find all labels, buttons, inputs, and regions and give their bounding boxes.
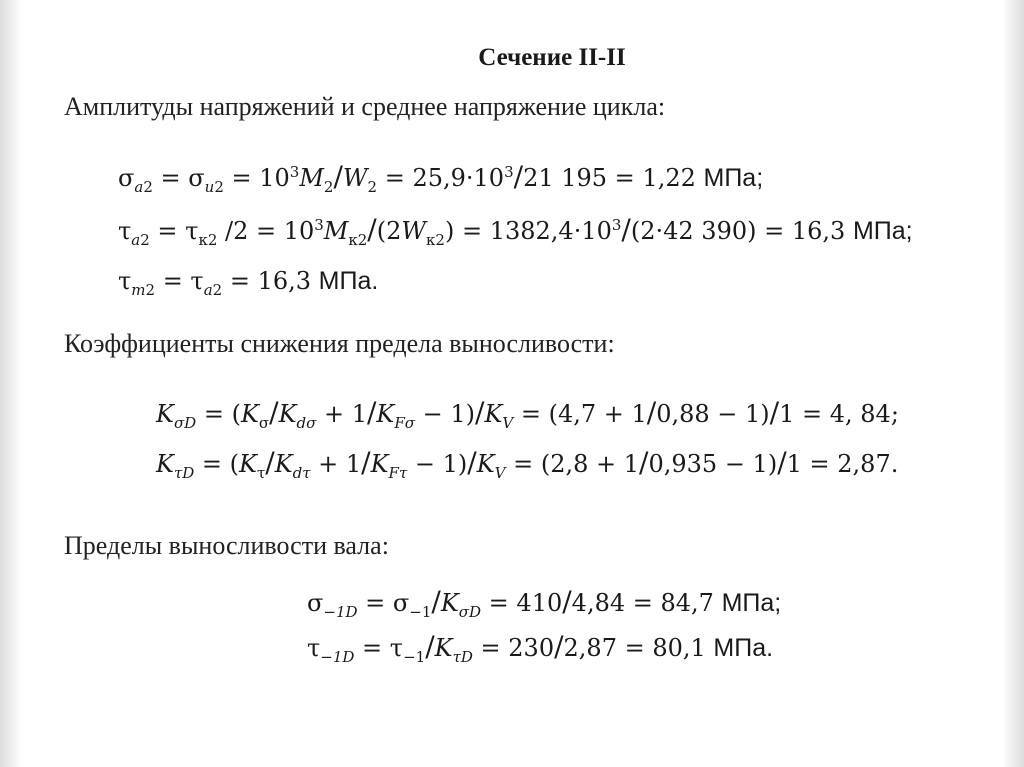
sigma-a2-numerator: 25,9 [412, 164, 466, 192]
tau-a2-numerator: 1382,4 [489, 217, 574, 245]
heading-amplitudes: Амплитуды напряжений и среднее напряжение цикла: [64, 92, 666, 121]
k-sigma-d-a: 4,7 [557, 400, 597, 428]
k-sigma-d-result: 4, 84; [829, 400, 899, 428]
equation-tau-a2: $\tau_{a2} = \tau_{к2}$ $/2 = 10^3M_{к2}/(2W_{к2}) = 1382,4\cdot 10^3/(2\cdot 42$ 390) = 16,3 МПа; [118, 213, 913, 249]
k-sigma-d-kv: 1 [779, 400, 795, 428]
sigma-1d-result: 84,7 [660, 589, 714, 617]
k-tau-d-result: 2,87. [837, 450, 899, 478]
sigma-a2-denominator: 21 195 [523, 164, 608, 192]
tau-1d-result: 80,1 [652, 634, 706, 662]
section-title: Сечение II-II [478, 44, 626, 71]
tau-1d-numerator: 230 [508, 634, 555, 662]
heading-limits: Пределы выносливости вала: [64, 531, 389, 560]
k-sigma-d-b: 0,88 [656, 400, 710, 428]
equation-k-sigma-d: $K_{\sigma D} = (K_\sigma/K_{d\sigma} + 1/K_{F\sigma} - 1)/K_V = (4,7 + 1/0,88 - 1)/1 = 4$, 84; [156, 396, 899, 432]
k-tau-d-kv: 1 [786, 450, 802, 478]
equation-sigma-a2: $\sigma_{a2} = \sigma_{и2} = 10^3M_2/W_2 = 25,9\cdot 10^3/21$ 195 = 1,22 МПа; [118, 160, 764, 196]
sigma-1d-numerator: 410 [516, 589, 563, 617]
tau-1d-denominator: 2,87 [563, 634, 617, 662]
sigma-a2-result: 1,22 [642, 164, 696, 192]
equation-k-tau-d: $K_{\tau D} = (K_\tau/K_{d\tau} + 1/K_{F\tau} - 1)/K_V = (2,8 + 1/0,935 - 1)/1 = 2,87$. [156, 446, 899, 482]
equation-tau-1d: $\tau_{-1D} = \tau_{-1}/K_{\tau D} = 230/2,87 = 80,1$ МПа. [307, 630, 774, 666]
tau-a2-unit: МПа; [852, 217, 913, 245]
tau-a2-den-w: 42 390 [663, 217, 748, 245]
tau-a2-den-factor: 2 [640, 217, 656, 245]
sigma-1d-denominator: 4,84 [571, 589, 626, 617]
equation-tau-m2: $\tau_{m2} = \tau_{a2} = 16,3$ МПа. [118, 267, 379, 299]
tau-m2-unit: МПа. [318, 267, 379, 295]
equation-sigma-1d: $\sigma_{-1D} = \sigma_{-1}/K_{\sigma D} = 410/4,84 = 84,7$ МПа; [307, 585, 782, 621]
k-tau-d-b: 0,935 [648, 450, 718, 478]
right-edge-shadow [1002, 0, 1024, 767]
sigma-1d-unit: МПа; [721, 589, 782, 617]
sigma-a2-unit: МПа; [703, 164, 764, 192]
tau-m2-result: 16,3 [257, 267, 312, 295]
tau-1d-unit: МПа. [713, 634, 774, 662]
heading-coefficients: Коэффициенты снижения предела выносливости: [64, 329, 615, 358]
tau-a2-result: 16,3 [791, 217, 846, 245]
k-tau-d-a: 2,8 [550, 450, 589, 478]
left-edge-shadow [0, 0, 22, 767]
